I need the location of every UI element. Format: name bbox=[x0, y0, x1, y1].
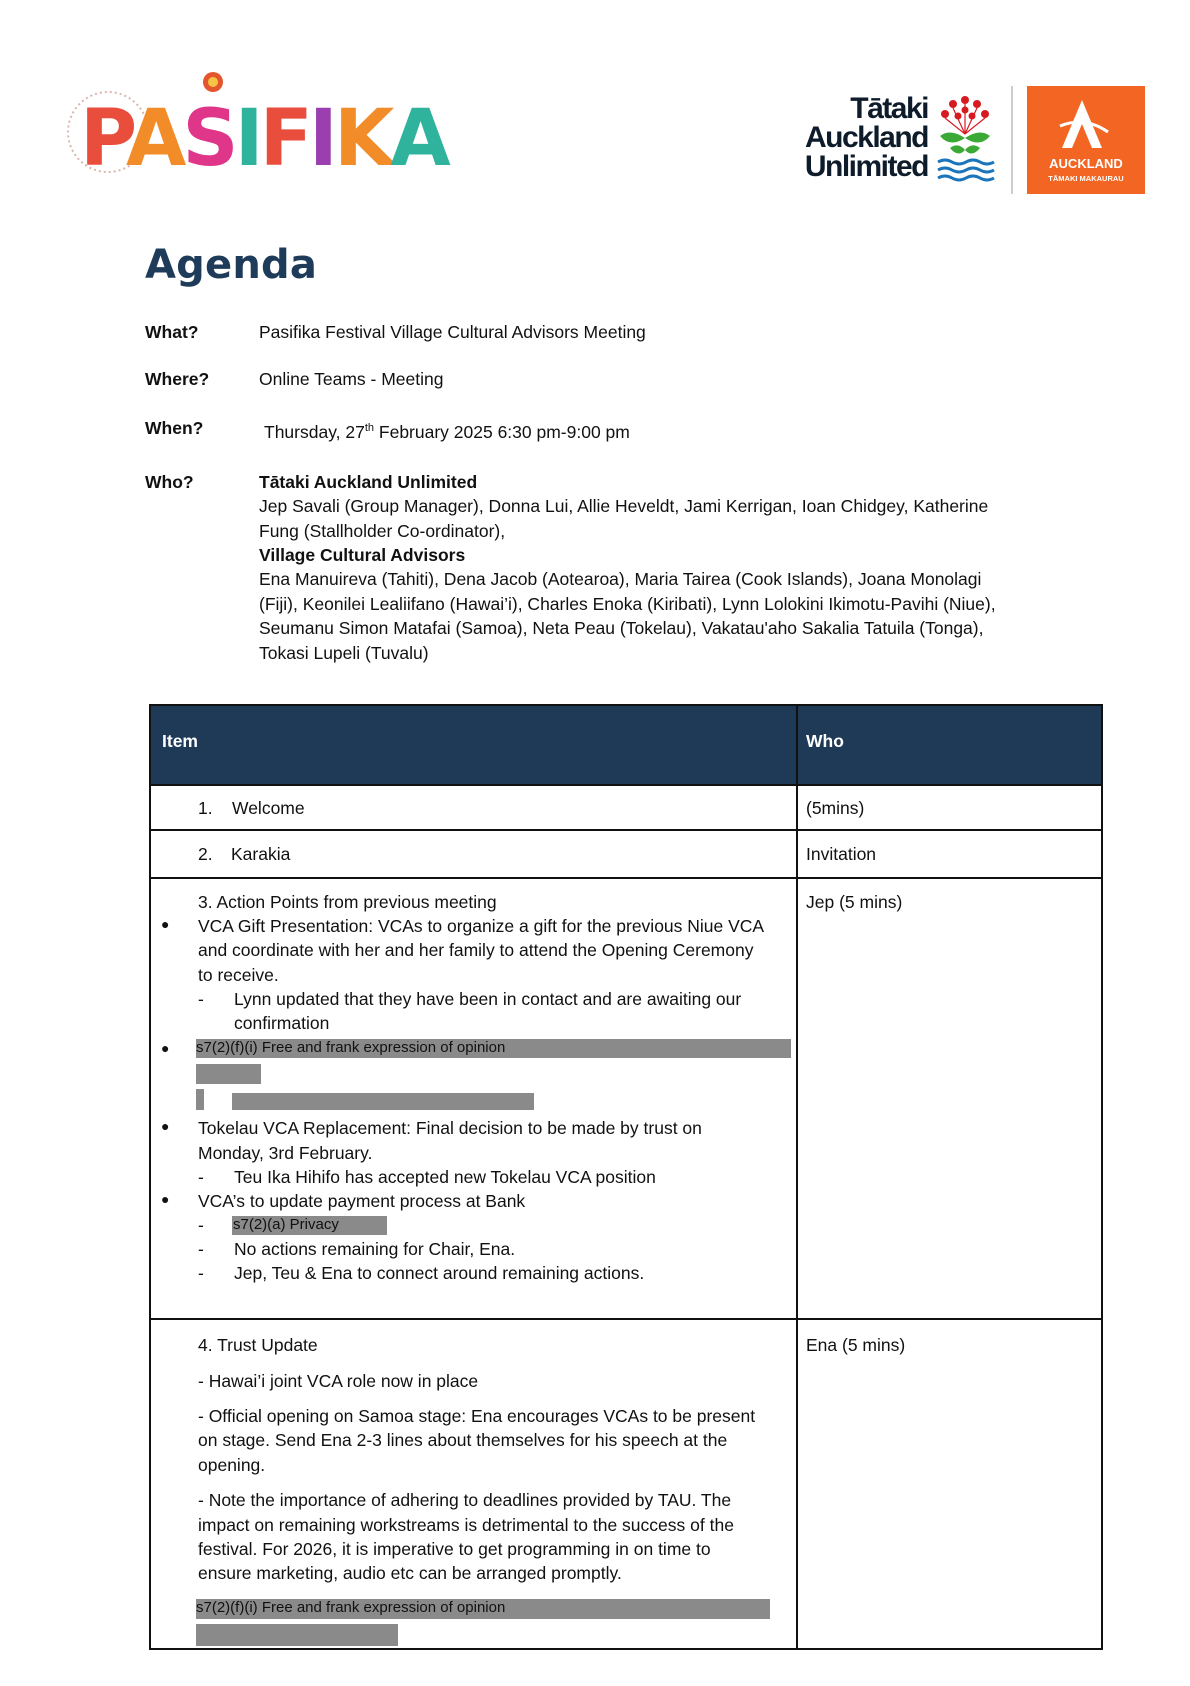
redaction-box bbox=[196, 1089, 204, 1110]
where-value: Online Teams - Meeting bbox=[259, 369, 444, 389]
row4-point1: - Hawai’i joint VCA role now in place bbox=[198, 1371, 479, 1391]
when-label: When? bbox=[145, 418, 204, 438]
redaction-label: s7(2)(f)(i) Free and frank expression of opinion bbox=[196, 1599, 506, 1616]
who-vca-line4: Tokasi Lupeli (Tuvalu) bbox=[259, 643, 429, 663]
redaction-label: s7(2)(a) Privacy bbox=[233, 1216, 339, 1233]
row-divider bbox=[151, 829, 1101, 831]
who-org-tau: Tātaki Auckland Unlimited bbox=[259, 472, 478, 492]
who-vca-line2: (Fiji), Keonilei Lealiifano (Hawai’i), Charles Enoka (Kiribati), Lynn Lolokini Ikimotu-Pavihi (Niue), bbox=[259, 594, 996, 614]
bullet: ● bbox=[161, 916, 170, 932]
row-divider bbox=[151, 784, 1101, 786]
row4-point2-line2: on stage. Send Ena 2-3 lines about themselves for his speech at the bbox=[198, 1430, 728, 1450]
row1-number: 1. bbox=[198, 798, 213, 818]
row-divider bbox=[151, 1318, 1101, 1320]
dash: - bbox=[198, 1167, 204, 1187]
row4-point3-line2: impact on remaining workstreams is detrimental to the success of the bbox=[198, 1515, 734, 1535]
row1-who: (5mins) bbox=[806, 798, 865, 818]
svg-text:PASIFIKA: PASIFIKA bbox=[70, 57, 141, 74]
row3-heading: 3. Action Points from previous meeting bbox=[198, 892, 497, 912]
row3-bullet4-sub2: No actions remaining for Chair, Ena. bbox=[234, 1239, 516, 1259]
bullet: ● bbox=[161, 1118, 170, 1134]
row4-who: Ena (5 mins) bbox=[806, 1335, 906, 1355]
svg-text:TĀMAKI MAKAURAU: TĀMAKI MAKAURAU bbox=[1048, 174, 1124, 183]
row3-bullet3-line2: Monday, 3rd February. bbox=[198, 1143, 373, 1163]
header-item: Item bbox=[162, 731, 198, 751]
row3-bullet1-line1: VCA Gift Presentation: VCAs to organize a gift for the previous Niue VCA bbox=[198, 916, 765, 936]
row3-bullet1-sub-line1: Lynn updated that they have been in contact and are awaiting our bbox=[234, 989, 742, 1009]
row2-number: 2. bbox=[198, 844, 213, 864]
column-divider bbox=[796, 706, 798, 1648]
pasifika-logo bbox=[70, 57, 447, 190]
redaction-box bbox=[196, 1064, 261, 1084]
who-label: Who? bbox=[145, 472, 194, 492]
row3-bullet3-line1: Tokelau VCA Replacement: Final decision to be made by trust on bbox=[198, 1118, 702, 1138]
redaction-box bbox=[196, 1624, 398, 1646]
row4-point2-line3: opening. bbox=[198, 1455, 266, 1475]
row-divider bbox=[151, 877, 1101, 879]
row4-point3-line1: - Note the importance of adhering to deadlines provided by TAU. The bbox=[198, 1490, 732, 1510]
row3-bullet1-line2: and coordinate with her and her family to attend the Opening Ceremony bbox=[198, 940, 754, 960]
row4-point3-line4: ensure marketing, audio etc can be arranged promptly. bbox=[198, 1563, 622, 1583]
redaction-box bbox=[232, 1093, 534, 1110]
what-label: What? bbox=[145, 322, 199, 342]
where-label: Where? bbox=[145, 369, 210, 389]
tataki-auckland-unlimited-logo bbox=[790, 86, 1145, 194]
row4-heading: 4. Trust Update bbox=[198, 1335, 318, 1355]
row1-item: Welcome bbox=[232, 798, 305, 818]
row2-item: Karakia bbox=[231, 844, 291, 864]
who-vca-line1: Ena Manuireva (Tahiti), Dena Jacob (Aotearoa), Maria Tairea (Cook Islands), Joana Monolagi bbox=[259, 569, 982, 589]
redaction-label: s7(2)(f)(i) Free and frank expression of opinion bbox=[196, 1039, 506, 1056]
row4-point3-line3: festival. For 2026, it is imperative to get programming in on time to bbox=[198, 1539, 711, 1559]
agenda-table bbox=[149, 704, 1103, 1650]
row3-bullet3-sub: Teu Ika Hihifo has accepted new Tokelau VCA position bbox=[234, 1167, 656, 1187]
row3-bullet1-line3: to receive. bbox=[198, 965, 279, 985]
who-org-vca: Village Cultural Advisors bbox=[259, 545, 466, 565]
table-header bbox=[151, 706, 1101, 784]
row3-bullet4-sub3: Jep, Teu & Ena to connect around remaining actions. bbox=[234, 1263, 645, 1283]
dash: - bbox=[198, 989, 204, 1009]
when-value: Thursday, 27th February 2025 6:30 pm-9:00 pm bbox=[264, 421, 630, 442]
header-who: Who bbox=[806, 731, 844, 751]
row4-point2-line1: - Official opening on Samoa stage: Ena encourages VCAs to be present bbox=[198, 1406, 756, 1426]
what-value: Pasifika Festival Village Cultural Advisors Meeting bbox=[259, 322, 646, 342]
dash: - bbox=[198, 1263, 204, 1283]
svg-text:PASIFIKA: PASIFIKA bbox=[80, 94, 447, 184]
row3-bullet1-sub-line2: confirmation bbox=[234, 1013, 330, 1033]
dash: - bbox=[198, 1239, 204, 1259]
bullet: ● bbox=[161, 1191, 170, 1207]
row2-who: Invitation bbox=[806, 844, 877, 864]
page-title: Agenda bbox=[145, 242, 318, 288]
row3-who: Jep (5 mins) bbox=[806, 892, 903, 912]
who-tau-attendees-line2: Fung (Stallholder Co-ordinator), bbox=[259, 521, 506, 541]
who-vca-line3: Seumanu Simon Matafai (Samoa), Neta Peau (Tokelau), Vakatau'aho Sakalia Tatuila (Tonga), bbox=[259, 618, 984, 638]
svg-text:Tātaki: Tātaki bbox=[850, 92, 928, 125]
dash: - bbox=[198, 1215, 204, 1235]
bullet: ● bbox=[161, 1040, 170, 1056]
svg-text:Auckland: Auckland bbox=[804, 121, 928, 154]
row3-bullet4: VCA’s to update payment process at Bank bbox=[198, 1191, 526, 1211]
who-tau-attendees-line1: Jep Savali (Group Manager), Donna Lui, Allie Heveldt, Jami Kerrigan, Ioan Chidgey, Katherine bbox=[259, 496, 989, 516]
svg-text:Unlimited: Unlimited bbox=[804, 150, 928, 183]
svg-text:AUCKLAND: AUCKLAND bbox=[1049, 156, 1123, 171]
